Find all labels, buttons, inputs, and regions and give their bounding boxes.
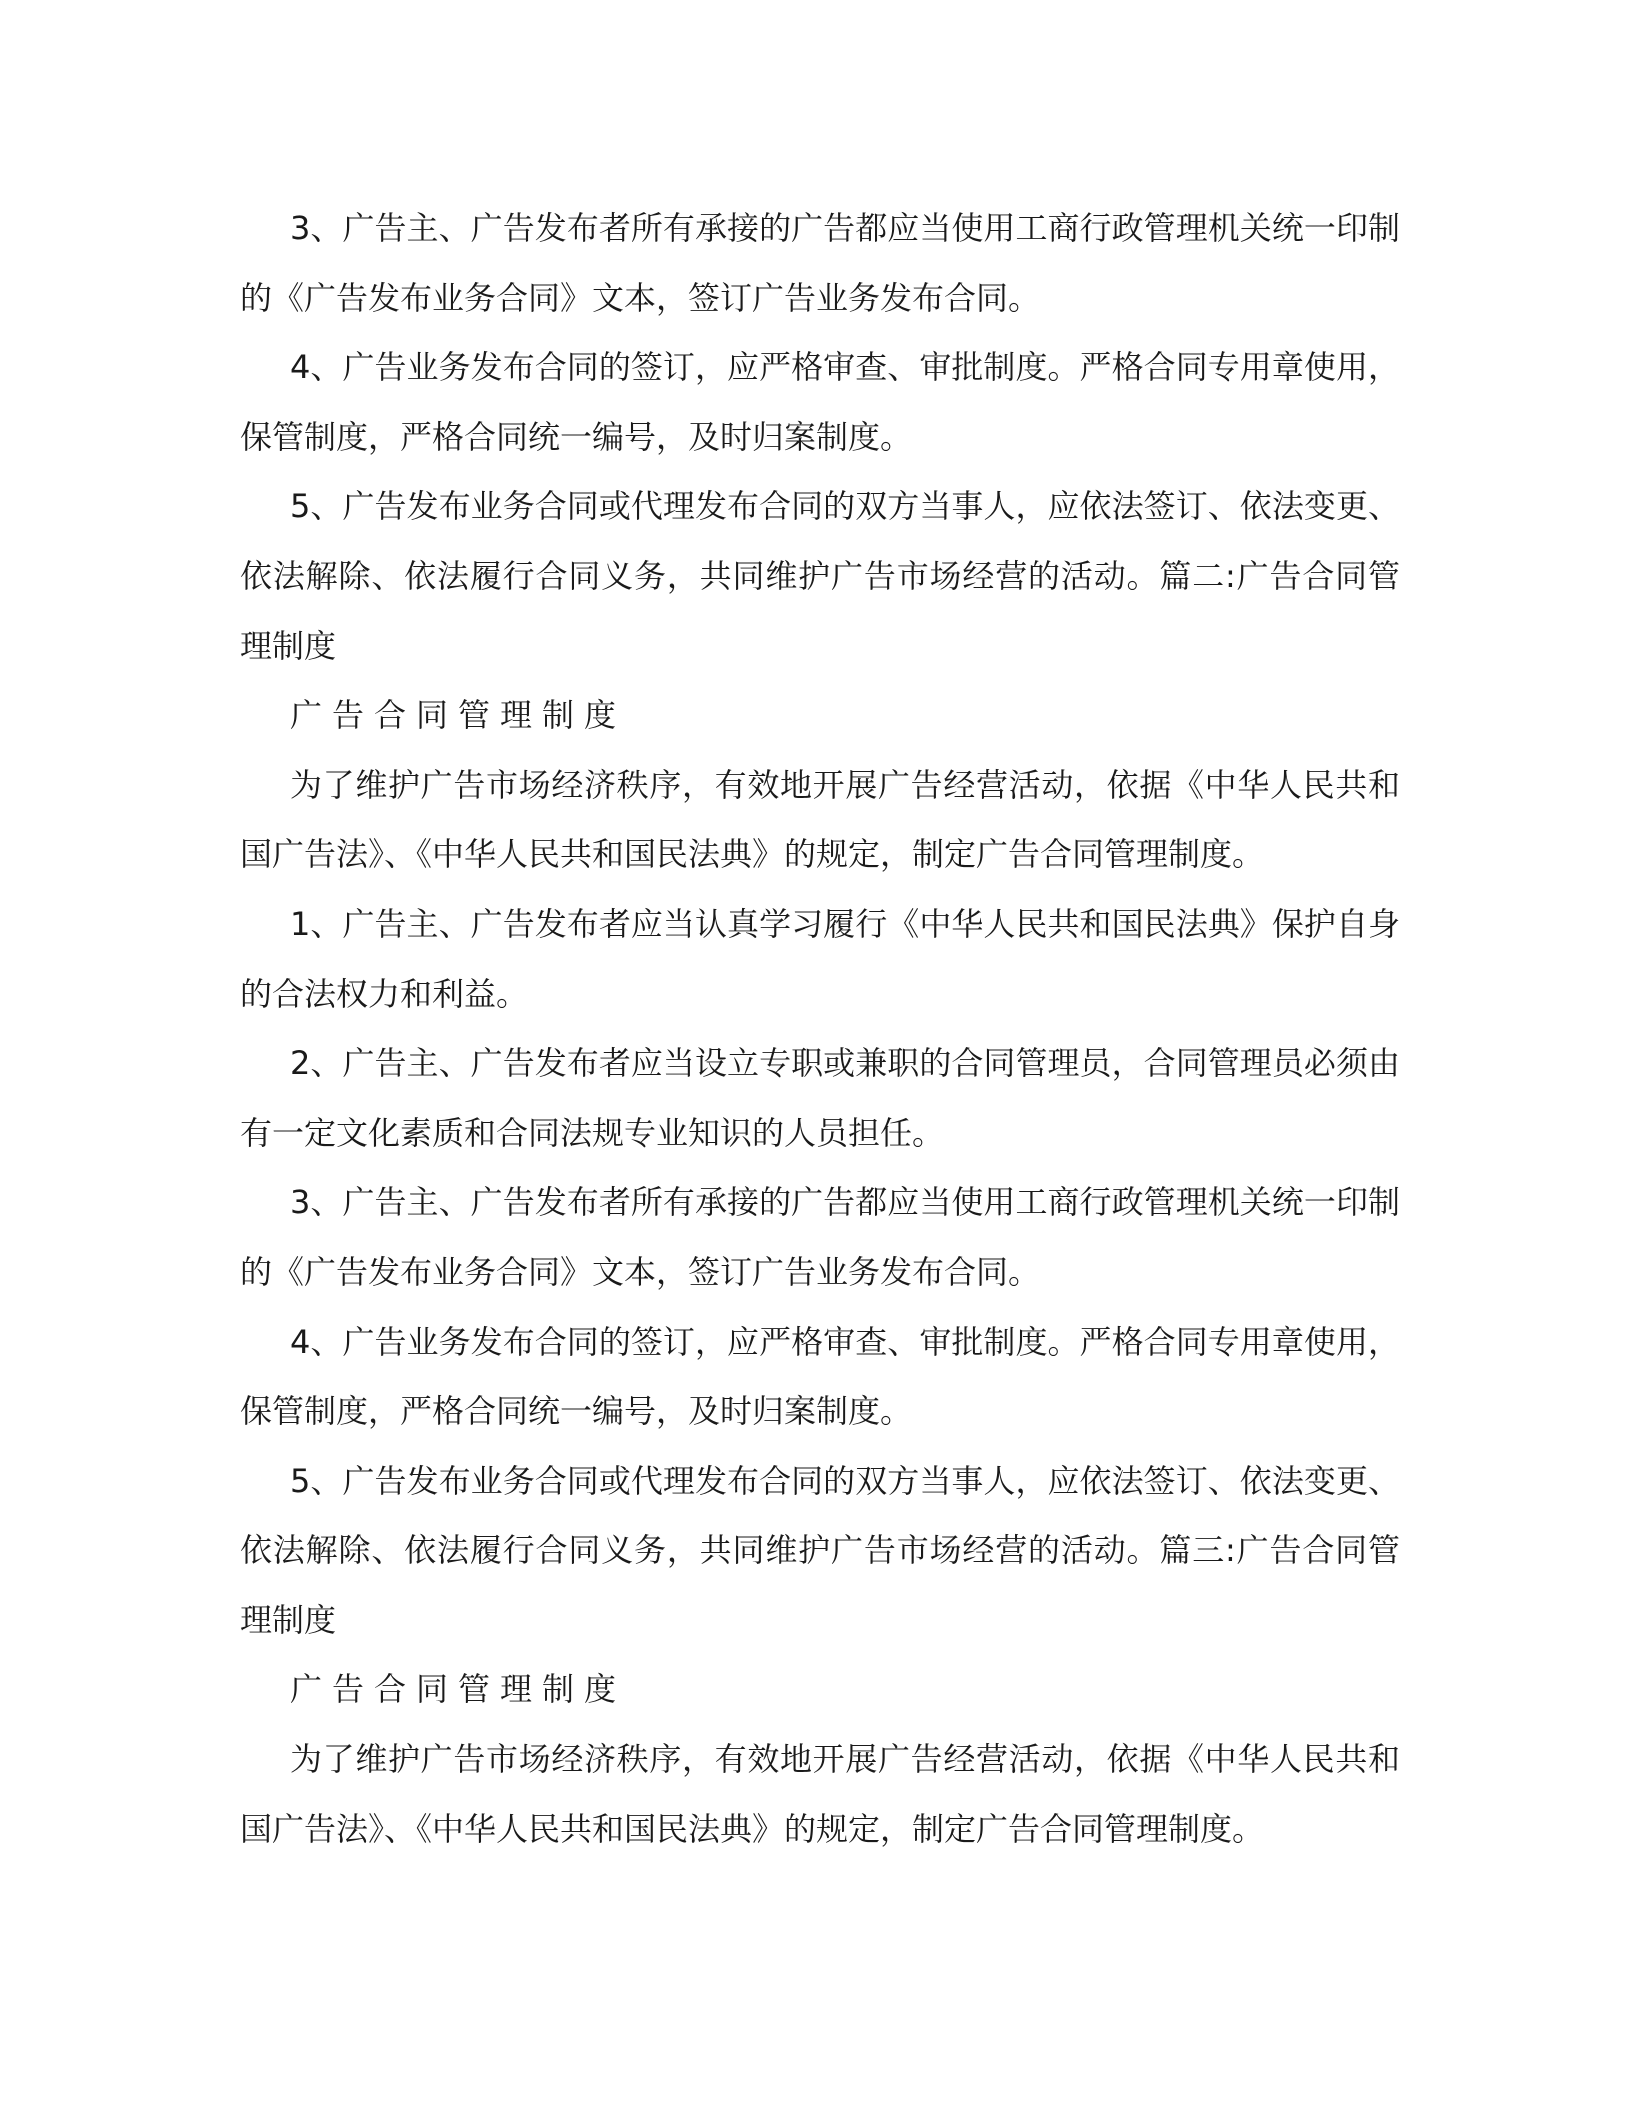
paragraph-item-5: 5、广告发布业务合同或代理发布合同的双方当事人，应依法签订、依法变更、依法解除、依法履行合同义务，共同维护广告市场经营的活动。篇二:广告合同管理制度: [240, 487, 1400, 665]
paragraph-item-3: 3、广告主、广告发布者所有承接的广告都应当使用工商行政管理机关统一印制的《广告发布业务合同》文本，签订广告业务发布合同。: [240, 209, 1400, 317]
paragraph-item-3: 3、广告主、广告发布者所有承接的广告都应当使用工商行政管理机关统一印制的《广告发布业务合同》文本，签订广告业务发布合同。: [240, 1183, 1400, 1291]
paragraph-item-4: 4、广告业务发布合同的签订，应严格审查、审批制度。严格合同专用章使用，保管制度，严格合同统一编号，及时归案制度。: [240, 348, 1400, 456]
section-heading: 广告合同管理制度: [290, 1670, 627, 1709]
paragraph-item-5: 5、广告发布业务合同或代理发布合同的双方当事人，应依法签订、依法变更、依法解除、依法履行合同义务，共同维护广告市场经营的活动。篇三:广告合同管理制度: [240, 1461, 1400, 1639]
paragraph-item-1: 1、广告主、广告发布者应当认真学习履行《中华人民共和国民法典》保护自身的合法权力和利益。: [240, 904, 1400, 1013]
paragraph-item-4: 4、广告业务发布合同的签订，应严格审查、审批制度。严格合同专用章使用，保管制度，严格合同统一编号，及时归案制度。: [240, 1322, 1400, 1431]
paragraph-item-2: 2、广告主、广告发布者应当设立专职或兼职的合同管理员，合同管理员必须由有一定文化素质和合同法规专业知识的人员担任。: [240, 1044, 1400, 1152]
intro-paragraph: 为了维护广告市场经济秩序，有效地开展广告经营活动，依据《中华人民共和国广告法》、《中华人民共和国民法典》的规定，制定广告合同管理制度。: [240, 1740, 1400, 1848]
section-heading: 广告合同管理制度: [290, 696, 627, 735]
document-body: [240, 194, 1400, 1864]
intro-paragraph: 为了维护广告市场经济秩序，有效地开展广告经营活动，依据《中华人民共和国广告法》、《中华人民共和国民法典》的规定，制定广告合同管理制度。: [240, 765, 1400, 874]
